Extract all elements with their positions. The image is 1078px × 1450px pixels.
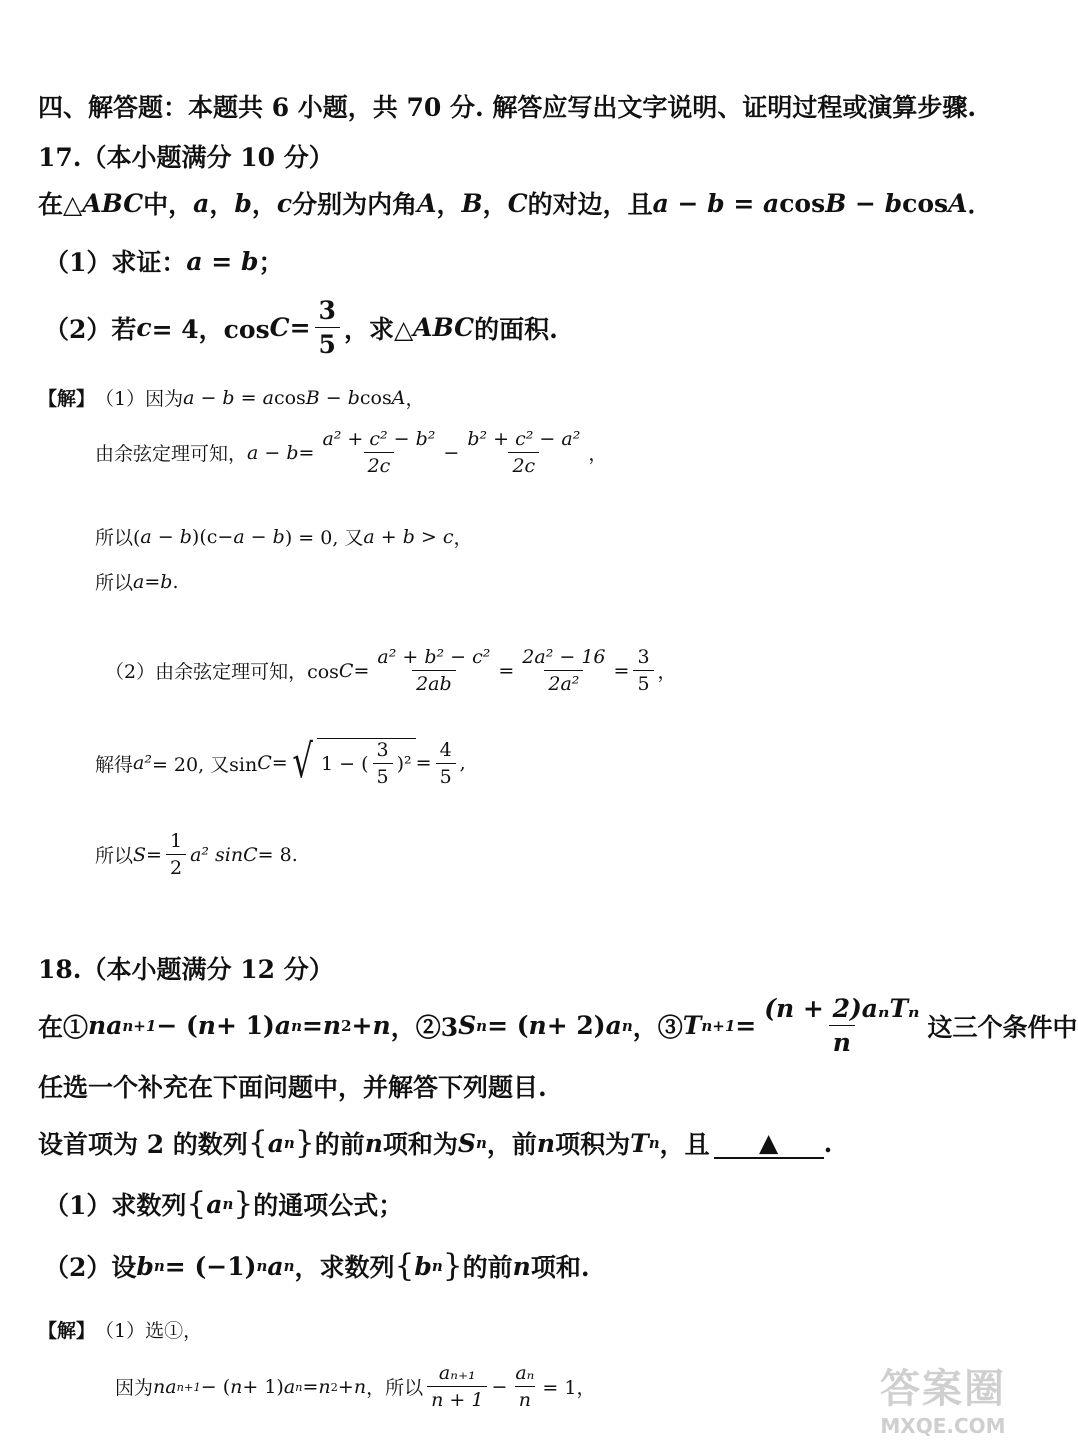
sol2-c: = bbox=[353, 659, 370, 682]
section-header bbox=[38, 88, 976, 124]
last-end: = 1， bbox=[542, 1377, 596, 1399]
solve-eq: = bbox=[415, 752, 432, 774]
q18-p1-b: { bbox=[186, 1186, 207, 1222]
stem-j: A bbox=[417, 188, 437, 218]
frac-den: 5 bbox=[315, 327, 340, 359]
last-e: + 1) bbox=[242, 1375, 284, 1398]
q18-title-text: 18.（本小题满分 12 分） bbox=[38, 955, 334, 984]
sqrt-expression bbox=[288, 734, 416, 788]
stem-a: 在△ bbox=[38, 190, 83, 219]
radical-sign: √ bbox=[292, 734, 313, 788]
solve-frac-num: 4 bbox=[439, 738, 452, 761]
solve-e: = bbox=[271, 752, 288, 774]
c-j: n bbox=[372, 1011, 391, 1040]
q17-p2-a: （2）若 bbox=[44, 314, 137, 344]
last-frac2-num: aₙ bbox=[515, 1362, 535, 1384]
c-i: + bbox=[351, 1011, 373, 1040]
last-frac1-num: aₙ₊₁ bbox=[438, 1362, 476, 1384]
q18-p1-e: 的通项公式； bbox=[253, 1191, 404, 1220]
cos-law-c: = bbox=[298, 441, 315, 464]
frac1-num: a² + c² − b² bbox=[322, 428, 436, 450]
q18-p2-a: （2）设 bbox=[44, 1253, 137, 1282]
so2-b: a=b bbox=[133, 570, 173, 593]
fill-blank: ▲ bbox=[714, 1128, 824, 1159]
area-b: S bbox=[133, 843, 147, 866]
sol2-eq2: = bbox=[613, 659, 630, 682]
sqrt-frac-den: 5 bbox=[373, 763, 393, 788]
c-r: T bbox=[682, 1011, 702, 1040]
so2-c: . bbox=[172, 570, 179, 593]
last-frac1-den: n + 1 bbox=[427, 1386, 487, 1411]
area-frac-num: 1 bbox=[169, 830, 183, 852]
area-frac bbox=[166, 830, 186, 879]
c-f-sub: n bbox=[291, 1016, 302, 1035]
q18-p2-d: a bbox=[267, 1251, 284, 1281]
sol2-frac2-num: 2a² − 16 bbox=[522, 646, 606, 668]
sol2-eq1: = bbox=[498, 659, 515, 682]
stem-c: 中， bbox=[143, 190, 194, 219]
c-a: 在① bbox=[38, 1012, 89, 1042]
c-frac-den: n bbox=[829, 1025, 855, 1057]
sol2-frac3 bbox=[633, 646, 653, 695]
stem-d: a bbox=[193, 188, 210, 218]
q18-part1 bbox=[44, 1186, 403, 1222]
set-f: n bbox=[364, 1128, 383, 1158]
q17-title-text: 17.（本小题满分 10 分） bbox=[38, 143, 334, 172]
frac1-den: 2c bbox=[364, 452, 395, 477]
last-i: + bbox=[337, 1375, 354, 1398]
stem-b: ABC bbox=[82, 188, 144, 218]
q18-sol-a: （1）选①， bbox=[95, 1320, 203, 1342]
cos-law-b: a − b bbox=[247, 441, 299, 464]
c-n: n bbox=[528, 1011, 547, 1040]
watermark-url: MXQE.COM bbox=[880, 1414, 1006, 1438]
c-frac bbox=[760, 994, 923, 1057]
q18-p2-j: n bbox=[512, 1251, 531, 1281]
sol2-frac2 bbox=[518, 646, 609, 695]
sol2-frac3-num: 3 bbox=[637, 646, 650, 668]
q17-p2-f: ，求△ bbox=[343, 314, 414, 344]
q17-cos-law bbox=[95, 428, 607, 477]
last-c: − ( bbox=[200, 1375, 231, 1398]
q17-p2-fraction bbox=[315, 296, 340, 359]
so1-a: 所以( bbox=[95, 527, 141, 549]
last-f: a bbox=[283, 1375, 296, 1398]
area-c: = bbox=[146, 843, 162, 866]
stem-r: B − b bbox=[825, 188, 903, 218]
set-l-sub: n bbox=[648, 1134, 660, 1152]
stem-u: ． bbox=[967, 190, 993, 219]
q18-p2-i: 的前 bbox=[462, 1253, 513, 1282]
sol1-d: B − b bbox=[305, 386, 360, 409]
q18-p2-c-sup: n bbox=[256, 1257, 268, 1275]
q17-p2-e: = bbox=[289, 313, 311, 342]
cos-law-frac2 bbox=[463, 428, 584, 477]
stem-s: cos bbox=[902, 188, 949, 218]
q17-so2 bbox=[95, 568, 178, 595]
q17-p2-b: c bbox=[136, 313, 152, 342]
set-c-sub: n bbox=[283, 1134, 295, 1152]
q18-p2-g: b bbox=[414, 1251, 432, 1281]
c-h: n bbox=[322, 1011, 342, 1040]
q17-area bbox=[95, 830, 298, 879]
sol1-a: （1）因为 bbox=[95, 388, 184, 410]
sol2-frac1-num: a² + b² − c² bbox=[377, 646, 491, 668]
last-h: n bbox=[318, 1375, 331, 1398]
sqrt-b: )² bbox=[396, 752, 412, 775]
sol2-a: （2）由余弦定理可知，cos bbox=[105, 661, 339, 683]
q18-part2 bbox=[44, 1248, 590, 1284]
sol2-frac2-den: 2a² bbox=[544, 670, 583, 695]
frac-num: 3 bbox=[318, 296, 336, 325]
q18-p2-b: b bbox=[136, 1251, 154, 1281]
stem-q: cos bbox=[779, 188, 826, 218]
q18-p1-a: （1）求数列 bbox=[44, 1191, 187, 1220]
so1-f: a + b > c bbox=[363, 525, 454, 548]
sol2-frac1-den: 2ab bbox=[412, 670, 456, 695]
so2-a: 所以 bbox=[95, 572, 134, 594]
sol-label: 【解】 bbox=[38, 388, 96, 410]
last-frac1 bbox=[427, 1362, 487, 1411]
set-m: ，且 bbox=[659, 1130, 710, 1159]
stem-e: ， bbox=[209, 190, 235, 219]
c-o: + 2) bbox=[546, 1011, 606, 1040]
c-l: S bbox=[458, 1011, 477, 1040]
q17-p2-d: C bbox=[269, 313, 290, 342]
sol1-f: A bbox=[391, 386, 406, 409]
c-m: = ( bbox=[487, 1011, 529, 1040]
set-h-sub: n bbox=[475, 1134, 487, 1152]
so1-c: )(c− bbox=[191, 525, 234, 548]
q18-p1-c-sub: n bbox=[222, 1195, 234, 1213]
sol2-frac3-den: 5 bbox=[633, 670, 653, 695]
line2-text: 任选一个补充在下面问题中，并解答下列题目. bbox=[38, 1073, 547, 1102]
q17-so1 bbox=[95, 523, 473, 550]
q18-conditions bbox=[38, 994, 1078, 1057]
set-h: S bbox=[457, 1128, 476, 1158]
stem-h: c bbox=[276, 188, 293, 218]
set-a: 设首项为 2 的数列 bbox=[38, 1130, 248, 1159]
set-l: T bbox=[630, 1128, 649, 1158]
area-f: = 8. bbox=[257, 843, 298, 866]
set-g: 项和为 bbox=[382, 1130, 458, 1159]
set-e: 的前 bbox=[314, 1130, 365, 1159]
q18-p2-f: { bbox=[394, 1248, 415, 1284]
q18-last-line bbox=[115, 1362, 595, 1411]
solve-a: 解得 bbox=[95, 753, 134, 776]
set-b: { bbox=[247, 1125, 268, 1161]
c-l-sub: n bbox=[476, 1016, 488, 1035]
last-h-sup: 2 bbox=[330, 1379, 338, 1394]
q17-p1-b: a = b bbox=[186, 246, 259, 276]
stem-l: B bbox=[461, 188, 483, 218]
set-j: n bbox=[536, 1128, 556, 1158]
c-h-sup: 2 bbox=[341, 1016, 352, 1035]
q18-p2-b-sub: n bbox=[153, 1257, 165, 1275]
c-e: + 1) bbox=[215, 1011, 275, 1040]
q18-title bbox=[38, 950, 334, 986]
cos-law-a: 由余弦定理可知， bbox=[95, 443, 248, 465]
c-t: 这三个条件中 bbox=[927, 1012, 1078, 1042]
sol1-c: cos bbox=[273, 386, 306, 409]
last-d: n bbox=[230, 1375, 243, 1398]
cos-law-frac1 bbox=[318, 428, 439, 477]
stem-k: ， bbox=[436, 190, 462, 219]
section-header-text: 四、解答题：本题共 6 小题，共 70 分. 解答应写出文字说明、证明过程或演算步骤. bbox=[38, 93, 977, 122]
c-p-sub: n bbox=[621, 1016, 633, 1035]
sqrt-body bbox=[317, 738, 416, 788]
sqrt-frac bbox=[373, 739, 393, 788]
q17-title bbox=[38, 138, 334, 174]
area-e: C bbox=[243, 843, 258, 866]
set-d: } bbox=[294, 1125, 315, 1161]
q18-p2-e: ，求数列 bbox=[294, 1253, 395, 1282]
last-frac2 bbox=[511, 1362, 538, 1411]
last-j: n bbox=[353, 1375, 367, 1398]
solve-frac-den: 5 bbox=[436, 763, 456, 788]
q18-line2 bbox=[38, 1068, 547, 1104]
last-minus: − bbox=[491, 1375, 508, 1398]
q17-part1 bbox=[44, 243, 283, 279]
frac2-num: b² + c² − a² bbox=[467, 428, 581, 450]
q17-sol1 bbox=[38, 384, 425, 411]
c-p: a bbox=[605, 1011, 622, 1040]
c-k: ，②3 bbox=[390, 1012, 459, 1042]
area-d: a² sin bbox=[190, 843, 244, 866]
sol1-b: a − b = a bbox=[183, 386, 274, 409]
q18-p2-g-sub: n bbox=[431, 1257, 443, 1275]
stem-t: A bbox=[948, 188, 968, 218]
cos-law-end: ， bbox=[588, 443, 608, 465]
so1-b: a − b bbox=[140, 525, 192, 548]
so1-g: ， bbox=[453, 527, 473, 549]
q17-p1-a: （1）求证： bbox=[44, 248, 187, 277]
q17-p2-g: ABC bbox=[413, 313, 475, 342]
solve-d: C bbox=[257, 752, 272, 774]
sqrt-a: 1 − ( bbox=[321, 752, 369, 775]
q17-p1-c: ； bbox=[258, 248, 284, 277]
last-g: = bbox=[302, 1375, 319, 1398]
c-b-sub: n+1 bbox=[122, 1016, 157, 1035]
sol2-frac1 bbox=[373, 646, 494, 695]
q18-p2-c: = (−1) bbox=[164, 1251, 257, 1281]
solve-end: , bbox=[459, 752, 466, 774]
q18-p2-d-sub: n bbox=[283, 1257, 295, 1275]
cos-law-minus: − bbox=[443, 441, 460, 464]
c-b: na bbox=[88, 1011, 123, 1040]
q18-p2-h: } bbox=[442, 1248, 463, 1284]
sol2-b: C bbox=[338, 659, 354, 682]
q17-p2-h: 的面积. bbox=[474, 314, 558, 344]
last-frac2-den: n bbox=[515, 1386, 535, 1411]
q18-setup bbox=[38, 1125, 832, 1161]
so1-e: ) = 0, 又 bbox=[284, 527, 364, 549]
set-i: ，前 bbox=[486, 1130, 537, 1159]
watermark-title: 答案圈 bbox=[880, 1366, 1006, 1412]
frac2-den: 2c bbox=[508, 452, 539, 477]
c-g: = bbox=[301, 1011, 323, 1040]
c-frac-num: (n + 2)aₙTₙ bbox=[764, 994, 920, 1023]
last-f-sub: n bbox=[295, 1379, 303, 1394]
last-k: ，所以 bbox=[366, 1377, 424, 1399]
q18-sol-label: 【解】 bbox=[38, 1320, 96, 1342]
stem-g: ， bbox=[251, 190, 277, 219]
set-n: . bbox=[823, 1128, 833, 1158]
q18-p2-k: 项和. bbox=[530, 1253, 590, 1282]
q17-stem bbox=[38, 185, 993, 221]
set-c: a bbox=[267, 1128, 284, 1158]
q17-sol2 bbox=[105, 646, 677, 695]
stem-o: 的对边，且 bbox=[527, 190, 653, 219]
watermark-logo bbox=[880, 1357, 1006, 1438]
sqrt-frac-num: 3 bbox=[376, 739, 389, 761]
q18-p1-d: } bbox=[233, 1186, 254, 1222]
c-q: ，③ bbox=[632, 1012, 683, 1042]
c-f: a bbox=[274, 1011, 292, 1040]
area-frac-den: 2 bbox=[166, 854, 186, 879]
solve-b: a² bbox=[133, 752, 152, 774]
stem-n: C bbox=[507, 188, 528, 218]
last-b: na bbox=[153, 1375, 177, 1398]
area-a: 所以 bbox=[95, 845, 134, 867]
so1-d: a − b bbox=[233, 525, 285, 548]
q17-part2 bbox=[44, 296, 558, 359]
last-a: 因为 bbox=[115, 1377, 154, 1399]
solve-c: = 20, 又sin bbox=[151, 753, 258, 776]
q17-p2-c: = 4，cos bbox=[151, 314, 270, 344]
sol1-g: ， bbox=[405, 388, 425, 410]
sol1-e: cos bbox=[359, 386, 392, 409]
c-d: n bbox=[197, 1011, 216, 1040]
sol2-end: ， bbox=[657, 661, 677, 683]
set-k: 项积为 bbox=[555, 1130, 631, 1159]
q18-p1-c: a bbox=[206, 1189, 223, 1219]
c-r-sub: n+1 bbox=[701, 1016, 736, 1035]
stem-p: a − b = a bbox=[652, 188, 780, 218]
solve-frac bbox=[436, 739, 456, 788]
stem-i: 分别为内角 bbox=[292, 190, 418, 219]
q17-solve bbox=[95, 734, 466, 788]
stem-f: b bbox=[234, 188, 252, 218]
last-b-sub: n+1 bbox=[176, 1379, 201, 1394]
c-s: = bbox=[735, 1011, 757, 1040]
q18-sol bbox=[38, 1316, 202, 1343]
c-c: − ( bbox=[156, 1011, 198, 1040]
stem-m: ， bbox=[482, 190, 508, 219]
